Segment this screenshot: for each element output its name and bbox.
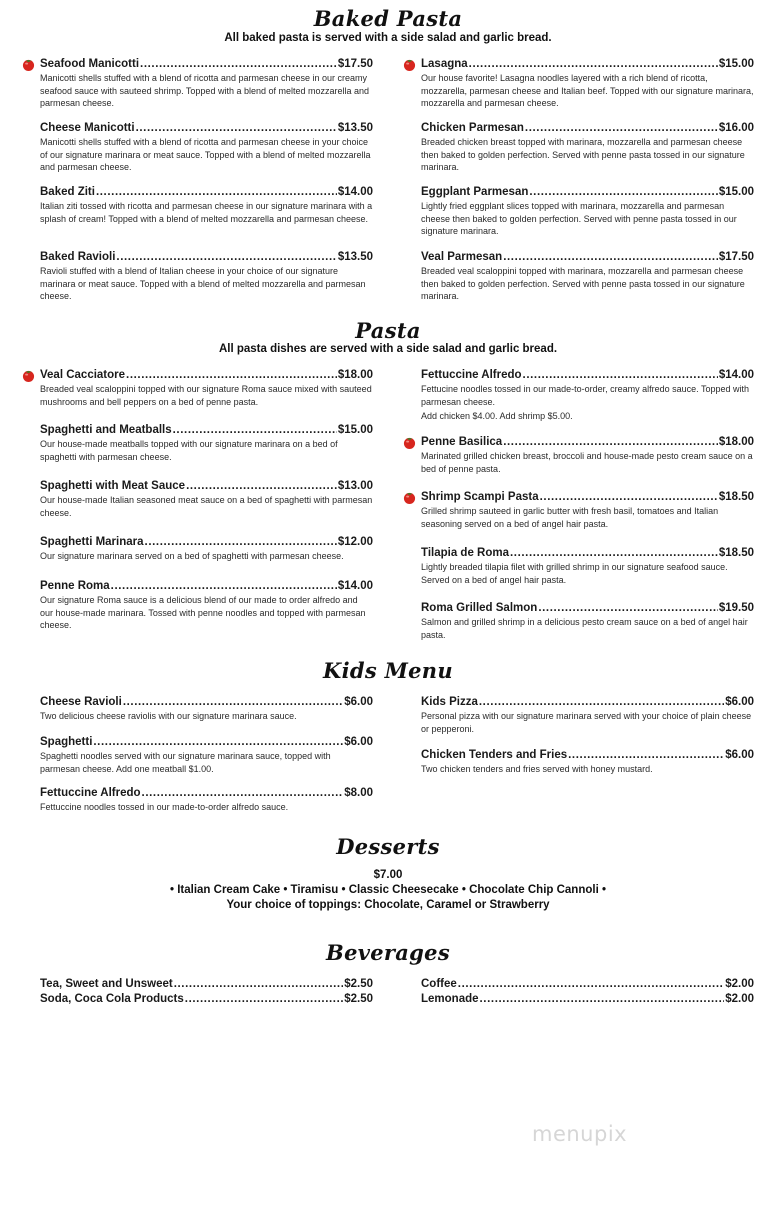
item-price: $6.00: [344, 736, 373, 748]
item-name: Fettuccine Alfredo: [40, 787, 141, 799]
item-name: Baked Ravioli: [40, 251, 116, 263]
menu-item: [40, 57, 373, 110]
item-price: $18.00: [718, 436, 754, 448]
menu-item: [40, 786, 373, 814]
beverages-title: Beverages: [326, 940, 450, 965]
leader-dots: [540, 490, 718, 504]
leader-dots: [126, 368, 337, 382]
item-name: Coffee: [421, 978, 457, 990]
item-name: Spaghetti: [40, 736, 93, 748]
item-price: $13.50: [337, 122, 373, 134]
menu-item: [421, 601, 754, 641]
item-name: Chicken Tenders and Fries: [421, 749, 568, 761]
leader-dots: [568, 748, 724, 762]
item-price: $15.00: [718, 58, 754, 70]
menu-item: [40, 977, 373, 991]
item-price: $2.50: [344, 978, 373, 990]
item-description: Breaded veal scaloppini topped with marinara, mozzarella and parmesan cheese then baked to golden perfection. Served with penne pasta tossed in our signature marinara.: [421, 266, 745, 302]
item-price: $18.50: [718, 547, 754, 559]
kids-menu-title: Kids Menu: [323, 658, 453, 683]
menu-item: [421, 695, 754, 735]
item-description: Our house favorite! Lasagna noodles layered with a rich blend of ricotta, mozzarella, parmesan cheese and Italian beef. Topped with our signature marinara, mozzarella and parmesan cheese.: [421, 73, 754, 109]
item-price: $13.50: [337, 251, 373, 263]
menu-item: [421, 992, 754, 1006]
item-name: Veal Parmesan: [421, 251, 503, 263]
item-price: $6.00: [344, 696, 373, 708]
menu-item: [421, 185, 754, 238]
tomato-icon: [403, 491, 416, 504]
item-description: Our house-made meatballs topped with our signature marinara on a bed of spaghetti with parmesan cheese.: [40, 439, 338, 462]
item-description: Our signature Roma sauce is a delicious blend of our made to order alfredo and our house-made marinara. Tossed with penne noodles and topped with parmesan cheese.: [40, 595, 366, 631]
menu-item: [40, 735, 373, 775]
item-name: Seafood Manicotti: [40, 58, 140, 70]
item-description: Grilled shrimp sauteed in garlic butter with fresh basil, tomatoes and Italian seasoning served on a bed of angel hair pasta.: [421, 506, 719, 529]
item-price: $6.00: [725, 696, 754, 708]
menu-item: [421, 250, 754, 303]
item-description: Ravioli stuffed with a blend of Italian cheese in your choice of our signature marinara or meat sauce. Topped with a blend of melted mozzarella and parmesan cheese.: [40, 266, 366, 302]
menu-item: [40, 579, 373, 632]
item-description: Spaghetti noodles served with our signature marinara sauce, topped with parmesan cheese. Add one meatball $1.00.: [40, 751, 331, 774]
leader-dots: [96, 185, 337, 199]
pasta-title: Pasta: [355, 318, 421, 343]
item-price: $15.00: [337, 424, 373, 436]
item-name: Soda, Coca Cola Products: [40, 993, 184, 1005]
item-description: Breaded veal scaloppini topped with our signature Roma sauce mixed with sauteed mushrooms and bell peppers on a bed of penne pasta.: [40, 384, 372, 407]
item-price: $12.00: [337, 536, 373, 548]
leader-dots: [142, 786, 344, 800]
item-price: $16.00: [718, 122, 754, 134]
menu-item: [40, 992, 373, 1006]
leader-dots: [503, 250, 718, 264]
item-description: Personal pizza with our signature marinara served with your choice of plain cheese or pepperoni.: [421, 711, 752, 734]
item-description: Our house-made Italian seasoned meat sauce on a bed of spaghetti with parmesan cheese.: [40, 495, 373, 518]
menupix-watermark: menupix: [532, 1122, 628, 1146]
leader-dots: [458, 977, 724, 991]
leader-dots: [145, 535, 337, 549]
item-name: Eggplant Parmesan: [421, 186, 529, 198]
menu-item: [421, 368, 754, 423]
item-description: Breaded chicken breast topped with marinara, mozzarella and parmesan cheese then baked to golden perfection. Served with penne pasta tossed in our signature marinara.: [421, 137, 745, 173]
item-description: Manicotti shells stuffed with a blend of ricotta and parmesan cheese in your choice of our signature marinara or meat sauce. Topped with a blend of melted mozzarella and parmesan cheese.: [40, 137, 371, 173]
dessert-price: $7.00: [373, 869, 403, 881]
item-description: Salmon and grilled shrimp in a delicious pesto cream sauce on a bed of angel hair pasta.: [421, 617, 748, 640]
menu-item: [40, 368, 373, 408]
item-name: Penne Basilica: [421, 436, 503, 448]
item-price: $13.00: [337, 480, 373, 492]
item-description: Two delicious cheese raviolis with our signature marinara sauce.: [40, 711, 297, 721]
item-price: $6.00: [725, 749, 754, 761]
leader-dots: [116, 250, 336, 264]
item-price: $17.50: [718, 251, 754, 263]
leader-dots: [529, 185, 717, 199]
menu-item: [421, 546, 754, 586]
menu-item: [40, 535, 373, 563]
dessert-toppings: Your choice of toppings: Chocolate, Caramel or Strawberry: [226, 899, 550, 911]
item-name: Penne Roma: [40, 580, 110, 592]
menu-item: [421, 435, 754, 475]
tomato-icon: [403, 58, 416, 71]
item-name: Spaghetti with Meat Sauce: [40, 480, 186, 492]
leader-dots: [111, 579, 337, 593]
tomato-icon: [22, 369, 35, 382]
menu-item: [421, 121, 754, 174]
leader-dots: [140, 57, 337, 71]
item-price: $2.00: [725, 993, 754, 1005]
leader-dots: [525, 121, 718, 135]
leader-dots: [123, 695, 343, 709]
leader-dots: [173, 423, 337, 437]
item-description: Our signature marinara served on a bed of spaghetti with parmesan cheese.: [40, 551, 344, 561]
dessert-items: • Italian Cream Cake • Tiramisu • Classic Cheesecake • Chocolate Chip Cannoli •: [170, 884, 606, 896]
item-description: Marinated grilled chicken breast, broccoli and house-made pesto cream sauce on a bed of penne pasta.: [421, 451, 753, 474]
desserts-block: [0, 868, 766, 913]
menu-item: [40, 423, 373, 463]
leader-dots: [510, 546, 718, 560]
item-price: $18.00: [337, 369, 373, 381]
item-description: Manicotti shells stuffed with a blend of ricotta and parmesan cheese in our creamy seafood sauce with sauteed shrimp. Topped with a blend of melted mozzarella and parmesan cheese.: [40, 73, 370, 109]
menu-item: [421, 977, 754, 991]
leader-dots: [538, 601, 718, 615]
menu-item: [421, 490, 754, 530]
leader-dots: [136, 121, 337, 135]
item-name: Spaghetti Marinara: [40, 536, 144, 548]
item-description: Fettucine noodles tossed in our made-to-order, creamy alfredo sauce. Topped with parmesan cheese.: [421, 384, 750, 407]
item-name: Shrimp Scampi Pasta: [421, 491, 539, 503]
item-name: Lasagna: [421, 58, 468, 70]
item-name: Lemonade: [421, 993, 479, 1005]
menu-item: [421, 748, 754, 776]
tomato-icon: [22, 58, 35, 71]
item-price: $14.00: [718, 369, 754, 381]
menu-item: [40, 250, 373, 303]
item-name: Spaghetti and Meatballs: [40, 424, 172, 436]
item-price: $14.00: [337, 186, 373, 198]
menu-item: [40, 121, 373, 174]
item-name: Veal Cacciatore: [40, 369, 126, 381]
tomato-icon: [403, 436, 416, 449]
item-price: $2.00: [725, 978, 754, 990]
leader-dots: [479, 695, 724, 709]
leader-dots: [469, 57, 718, 71]
item-description: Italian ziti tossed with ricotta and parmesan cheese in our signature marinara with a splash of cream! Topped with a blend of melted mozzarella and parmesan cheese.: [40, 201, 373, 224]
item-price: $18.50: [718, 491, 754, 503]
leader-dots: [523, 368, 718, 382]
item-name: Roma Grilled Salmon: [421, 602, 538, 614]
item-price: $2.50: [344, 993, 373, 1005]
item-name: Kids Pizza: [421, 696, 478, 708]
item-name: Fettuccine Alfredo: [421, 369, 522, 381]
item-name: Tilapia de Roma: [421, 547, 509, 559]
item-price: $8.00: [344, 787, 373, 799]
menu-item: [40, 185, 373, 225]
baked-pasta-title: Baked Pasta: [313, 6, 463, 31]
desserts-title: Desserts: [336, 834, 440, 859]
item-description: Lightly fried eggplant slices topped with marinara, mozzarella and parmesan cheese then baked to golden perfection. Served with penne pasta tossed in our signature marinara.: [421, 201, 737, 237]
item-name: Chicken Parmesan: [421, 122, 524, 134]
item-price: $19.50: [718, 602, 754, 614]
leader-dots: [480, 992, 725, 1006]
item-description: Fettuccine noodles tossed in our made-to-order alfredo sauce.: [40, 802, 289, 812]
item-price: $14.00: [337, 580, 373, 592]
item-name: Baked Ziti: [40, 186, 95, 198]
item-description: Lightly breaded tilapia filet with grilled shrimp in our signature seafood sauce. Served on a bed of angel hair pasta.: [421, 562, 728, 585]
leader-dots: [174, 977, 344, 991]
baked-pasta-subtitle: All baked pasta is served with a side salad and garlic bread.: [224, 32, 552, 44]
item-description: Two chicken tenders and fries served with honey mustard.: [421, 764, 653, 774]
item-price: $15.00: [718, 186, 754, 198]
menu-item: [40, 695, 373, 723]
item-add-ons: Add chicken $4.00. Add shrimp $5.00.: [421, 411, 573, 422]
menu-item: [421, 57, 754, 110]
menu-item: [40, 479, 373, 519]
item-name: Cheese Manicotti: [40, 122, 135, 134]
leader-dots: [93, 735, 343, 749]
item-price: $17.50: [337, 58, 373, 70]
item-name: Tea, Sweet and Unsweet: [40, 978, 173, 990]
pasta-subtitle: All pasta dishes are served with a side salad and garlic bread.: [218, 343, 558, 355]
leader-dots: [503, 435, 718, 449]
leader-dots: [185, 992, 343, 1006]
item-name: Cheese Ravioli: [40, 696, 122, 708]
leader-dots: [186, 479, 337, 493]
